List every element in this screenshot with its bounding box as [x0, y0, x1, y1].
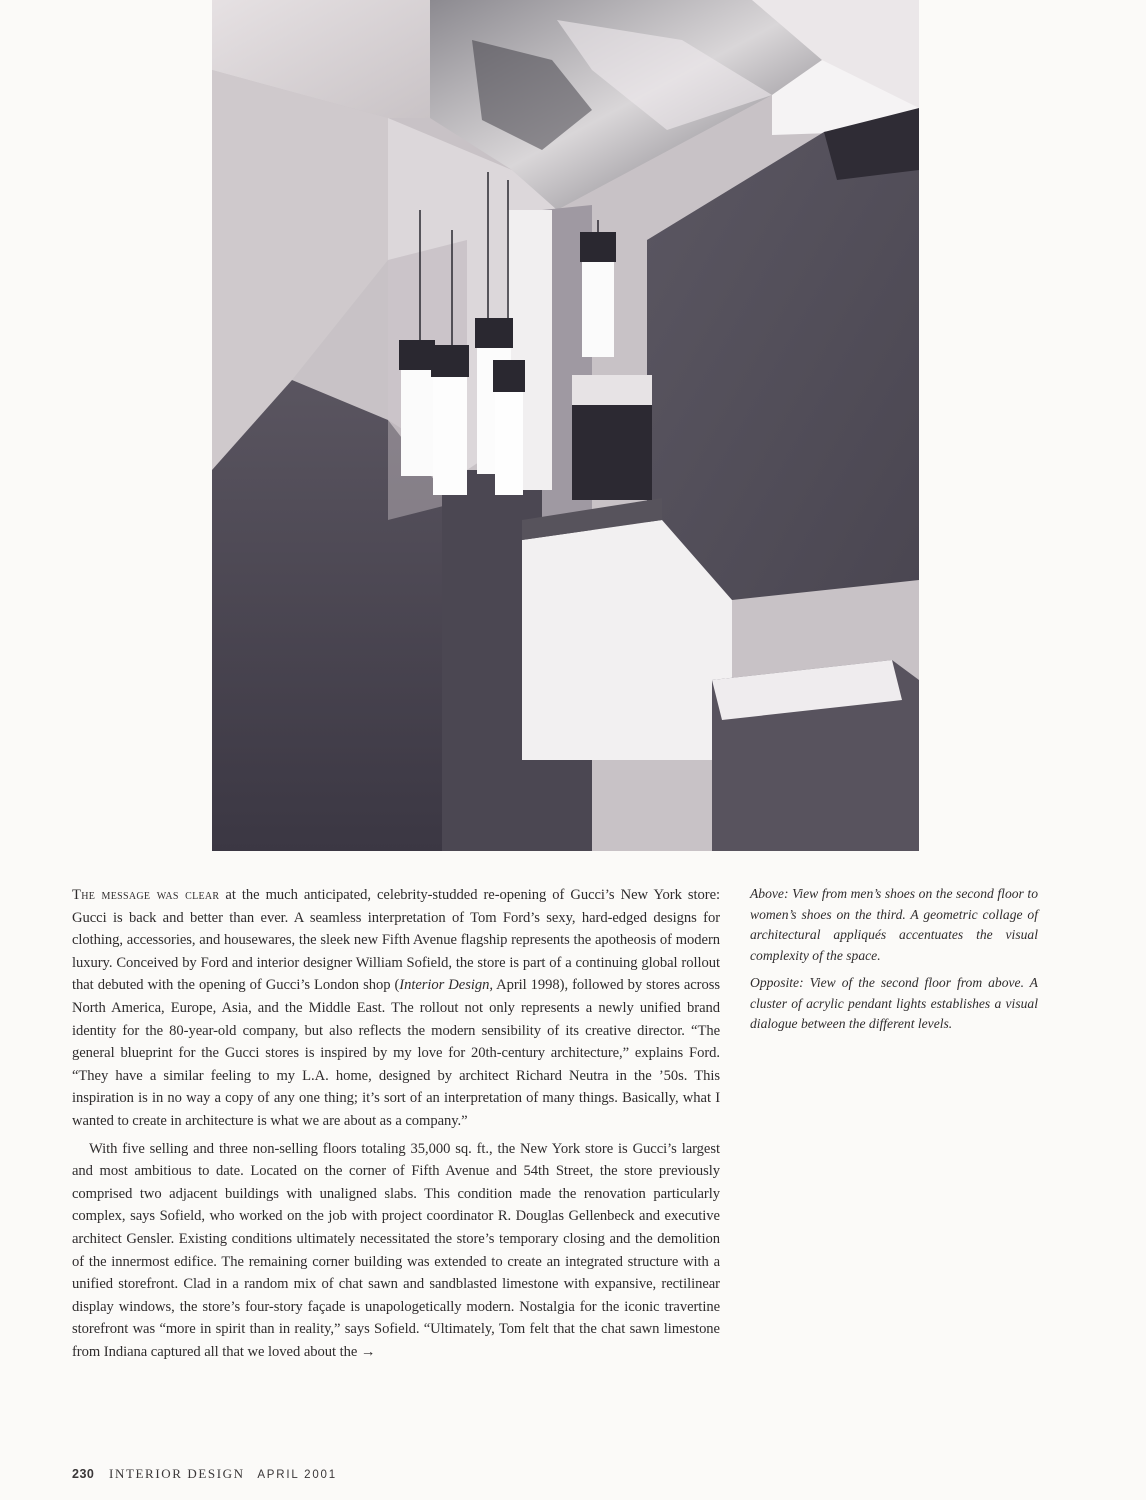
page-footer — [72, 1466, 337, 1482]
lead-in: The message was clear — [72, 887, 220, 903]
interior-photo — [212, 0, 919, 851]
article-body — [72, 884, 720, 1363]
photo-captions — [750, 884, 1038, 1042]
article-paragraph: With five selling and three non-selling floors totaling 35,000 sq. ft., the New York store is Gucci’s largest and most ambitious to date. Located on the corner of Fifth Avenue and 54th Street, the store previously comprised two adjacent buildings with unaligned slabs. This condition made the renovation particularly complex, says Sofield, who worked on the job with project coordinator R. Douglas Gellenbeck and executive architect Gensler. Existing conditions ultimately necessitated the store’s temporary closing and the demolition of the innermost edifice. The remaining corner building was extended to create an integrated structure with a unified storefront. Clad in a random mix of chat sawn and sandblasted limestone with expansive, rectilinear display windows, the store’s four-story façade is unapologetically modern. Nostalgia for the iconic travertine storefront was “more in spirit than in reality,” says Sofield. “Ultimately, Tom felt that the chat sawn limestone from Indiana captured all that we loved about the → — [72, 1140, 720, 1360]
caption-opposite: Opposite: View of the second floor from above. A cluster of acrylic pendant lights establishes a visual dialogue between the different levels. — [750, 975, 1038, 1031]
article-paragraph: The message was clear at the much anticipated, celebrity-studded re-opening of Gucci’s New York store: Gucci is back and better than ever. A seamless interpretation of Tom Ford’s sexy, hard-edged designs for clothing, accessories, and housewares, the sleek new Fifth Avenue flagship represents the apotheosis of modern luxury. Conceived by Ford and interior designer William Sofield, the store is part of a continuing global rollout that debuted with the opening of Gucci’s London shop (Interior Design, April 1998), followed by stores across North America, Europe, Asia, and the Middle East. The rollout not only represents a newly unified brand identity for the 80-year-old company, but also reflects the modern sensibility of its creative director. “The general blueprint for the Gucci stores is inspired by my love for 20th-century architecture,” explains Ford. “They have a similar feeling to my L.A. home, designed by architect Richard Neutra in the ’50s. This inspiration is in no way a copy of any one thing; it’s sort of an interpretation of many things. Basically, what I wanted to create in architecture is what we are about as a company.” — [72, 887, 721, 1129]
issue-date: APRIL 2001 — [257, 1469, 337, 1481]
page-number: 230 — [72, 1467, 95, 1481]
caption-above: Above: View from men’s shoes on the second floor to women’s shoes on the third. A geometric collage of architectural appliqués accentuates the visual complexity of the space. — [750, 886, 1038, 963]
magazine-name: INTERIOR DESIGN — [109, 1466, 245, 1481]
